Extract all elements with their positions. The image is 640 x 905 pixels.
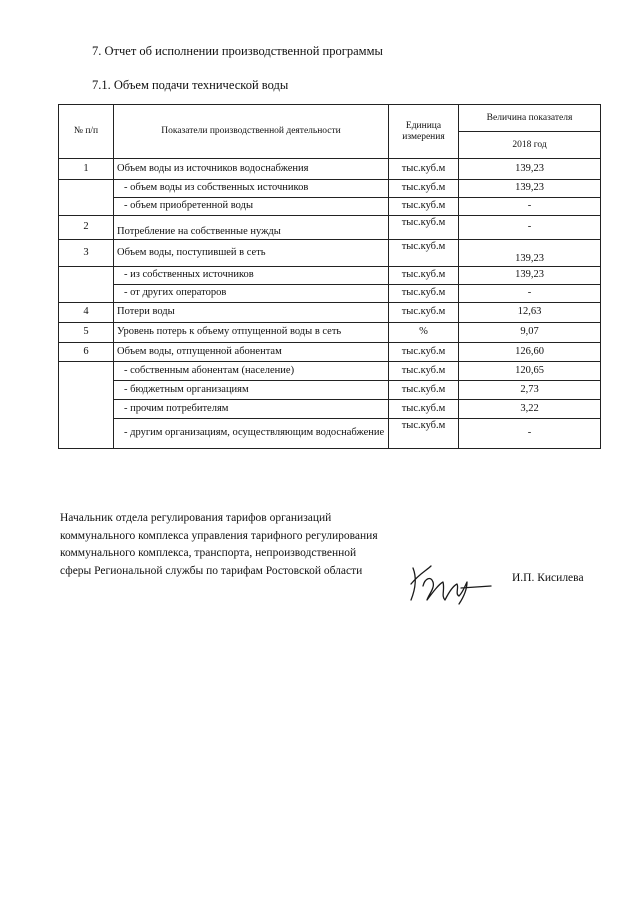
- table-row: [59, 381, 601, 400]
- header-indicator: Показатели производственной деятельности: [114, 105, 389, 159]
- table-row: [59, 400, 601, 419]
- row-num: 1: [59, 159, 114, 180]
- header-num: № п/п: [59, 105, 114, 159]
- row-indicator: - объем приобретенной воды: [114, 198, 389, 216]
- table-row: [59, 362, 601, 381]
- row-indicator: Объем воды, поступившей в сеть: [114, 240, 389, 267]
- table-row: [59, 180, 601, 198]
- row-unit: тыс.куб.м: [389, 240, 459, 267]
- row-unit: %: [389, 323, 459, 343]
- signature-icon: [405, 556, 495, 611]
- row-indicator: Потери воды: [114, 303, 389, 323]
- header-year: 2018 год: [459, 132, 601, 159]
- table-row: [59, 419, 601, 449]
- header-unit: Единица измерения: [389, 105, 459, 159]
- row-unit: тыс.куб.м: [389, 400, 459, 419]
- row-value: 139,23: [459, 267, 601, 285]
- table-row: [59, 198, 601, 216]
- row-indicator: - собственным абонентам (население): [114, 362, 389, 381]
- signer-name: И.П. Кисилева: [512, 572, 584, 584]
- table-row: [59, 267, 601, 285]
- table-row: [59, 216, 601, 240]
- row-indicator: - другим организациям, осуществляющим водоснабжение: [114, 419, 389, 449]
- row-indicator: Объем воды из источников водоснабжения: [114, 159, 389, 180]
- row-unit: тыс.куб.м: [389, 285, 459, 303]
- row-value: 3,22: [459, 400, 601, 419]
- row-num: [59, 267, 114, 303]
- row-value: -: [459, 285, 601, 303]
- row-value: 139,23: [459, 240, 601, 267]
- row-value: 12,63: [459, 303, 601, 323]
- row-indicator: - объем воды из собственных источников: [114, 180, 389, 198]
- row-value: -: [459, 419, 601, 449]
- header-value-group: Величина показателя: [459, 105, 601, 132]
- row-indicator: Уровень потерь к объему отпущенной воды в сеть: [114, 323, 389, 343]
- row-indicator: - от других операторов: [114, 285, 389, 303]
- table-row: [59, 159, 601, 180]
- table-row: [59, 323, 601, 343]
- row-num: [59, 362, 114, 449]
- row-value: 9,07: [459, 323, 601, 343]
- row-indicator: Потребление на собственные нужды: [114, 216, 389, 240]
- row-value: -: [459, 216, 601, 240]
- row-num: 2: [59, 216, 114, 240]
- subsection-heading: 7.1. Объем подачи технической воды: [92, 78, 289, 92]
- row-indicator: - бюджетным организациям: [114, 381, 389, 400]
- row-indicator: Объем воды, отпущенной абонентам: [114, 343, 389, 362]
- row-unit: тыс.куб.м: [389, 198, 459, 216]
- row-unit: тыс.куб.м: [389, 216, 459, 240]
- section-heading: 7. Отчет об исполнении производственной программы: [92, 44, 383, 58]
- row-unit: тыс.куб.м: [389, 343, 459, 362]
- row-num: [59, 180, 114, 216]
- row-indicator: - прочим потребителям: [114, 400, 389, 419]
- row-value: 120,65: [459, 362, 601, 381]
- row-unit: тыс.куб.м: [389, 419, 459, 449]
- table-row: [59, 343, 601, 362]
- table-row: [59, 285, 601, 303]
- row-num: 5: [59, 323, 114, 343]
- table-row: [59, 303, 601, 323]
- row-unit: тыс.куб.м: [389, 159, 459, 180]
- row-unit: тыс.куб.м: [389, 381, 459, 400]
- row-value: 139,23: [459, 159, 601, 180]
- water-supply-table: [58, 104, 601, 449]
- signatory-position: Начальник отдела регулирования тарифов организаций коммунального комплекса управления тарифного регулирования коммунального комплекса, транспорта, непроизводственной сферы Региональной службы по тарифам Ростовской области: [60, 512, 378, 577]
- row-num: 3: [59, 240, 114, 267]
- row-unit: тыс.куб.м: [389, 303, 459, 323]
- row-unit: тыс.куб.м: [389, 180, 459, 198]
- table-row: [59, 240, 601, 267]
- row-unit: тыс.куб.м: [389, 362, 459, 381]
- row-value: 126,60: [459, 343, 601, 362]
- row-indicator: - из собственных источников: [114, 267, 389, 285]
- row-unit: тыс.куб.м: [389, 267, 459, 285]
- row-value: 139,23: [459, 180, 601, 198]
- row-value: -: [459, 198, 601, 216]
- row-value: 2,73: [459, 381, 601, 400]
- row-num: 4: [59, 303, 114, 323]
- row-num: 6: [59, 343, 114, 362]
